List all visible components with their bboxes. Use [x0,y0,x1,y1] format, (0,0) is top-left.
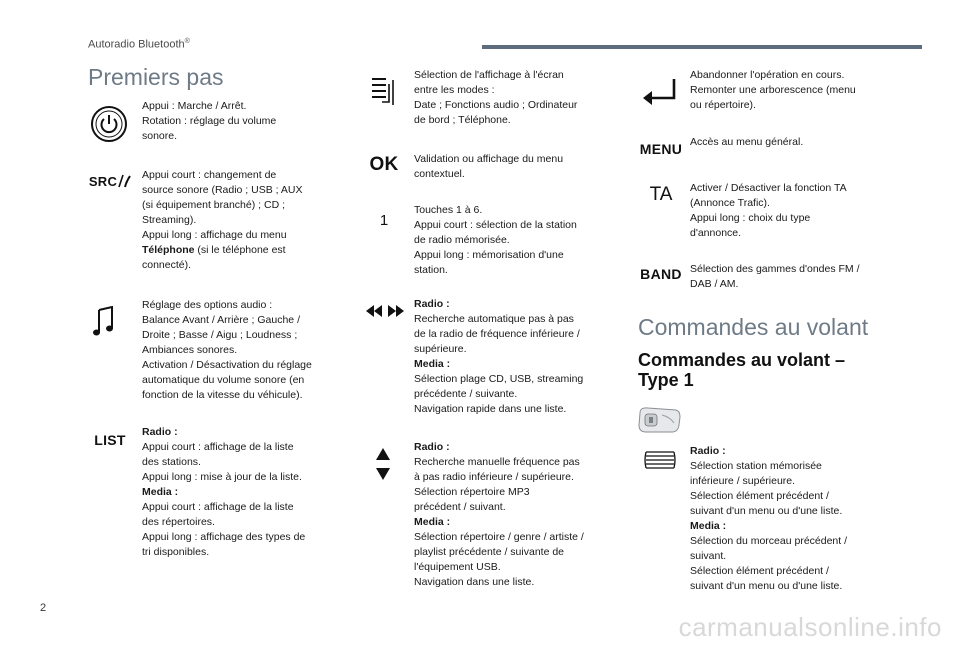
menu-icon: MENU [639,141,683,157]
page-number: 2 [40,602,47,614]
watermark: carmanualsonline.info [678,612,942,642]
src-description: Appui court : changement de source sonore (Radio ; USB ; AUX (si équipement branché) ; CD ; Streaming). Appui long : affichage du menu Téléphone (si le téléphone est connecté). [142,169,303,271]
ok-icon: OK [369,154,399,175]
running-header: Autoradio Bluetooth® [88,38,190,51]
steering-control-icon [636,405,682,435]
power-icon [90,105,128,143]
preset-1-icon: 1 [379,211,389,229]
list-description: Radio : Appui court : affichage de la liste des stations. Appui long : mise à jour de la liste. Media : Appui court : affichage de la liste des répertoires. Appui long : affichage des types de tri disponibles. [142,426,306,558]
list-icon: LIST [94,432,126,448]
ok-description: Validation ou affichage du menu contextuel. [414,153,564,180]
seek-description: Radio : Recherche automatique pas à pas de la radio de fréquence inférieure / supérieure. Media : Sélection plage CD, USB, streaming précédente / suivante. Navigation rapide dans une liste. [414,298,584,415]
back-arrow-icon [640,76,680,106]
phone-slash-icon [117,173,131,189]
menu-description: Accès au menu général. [690,136,804,148]
audio-settings-description: Réglage des options audio : Balance Avant / Arrière ; Gauche / Droite ; Basse / Aigu ; Loudness ; Ambiances sonores. Activation / Désactivation du réglage automatique du volume sonore (en fonction de la vitesse du véhicule). [142,299,312,401]
music-note-icon [92,306,116,338]
band-description: Sélection des gammes d'ondes FM / DAB / AM. [690,263,860,290]
ta-description: Activer / Désactiver la fonction TA (Annonce Trafic). Appui long : choix du type d'annonce. [690,182,847,239]
header-bar [482,45,922,49]
back-description: Abandonner l'opération en cours. Remonter une arborescence (menu ou répertoire). [690,69,856,111]
display-select-description: Sélection de l'affichage à l'écran entre les modes : Date ; Fonctions audio ; Ordinateur de bord ; Téléphone. [414,69,578,126]
presets-description: Touches 1 à 6. Appui court : sélection de la station de radio mémorisée. Appui long : mémorisation d'une station. [414,204,577,276]
ta-icon: TA [649,184,673,205]
section-title-commandes-au-volant: Commandes au volant [638,314,869,340]
manual-search-description: Radio : Recherche manuelle fréquence pas à pas radio inférieure / supérieure. Sélection répertoire MP3 précédent / suivant. Media : Sélection répertoire / genre / artiste / playlist précédente / suivante de l'équipement USB. Navigation dans une liste. [414,441,584,588]
thumbwheel-description: Radio : Sélection station mémorisée inférieure / supérieure. Sélection élément précédent / suivant d'un menu ou d'une liste. Media : Sélection du morceau précédent / suivant. Sélection élément précédent / suivant d'un menu ou d'une liste. [690,445,848,592]
band-icon: BAND [640,266,682,282]
seek-arrows-icon [364,303,406,319]
section-title-premiers-pas: Premiers pas [88,64,224,90]
thumbwheel-icon [644,450,676,472]
src-icon: SRC [86,172,134,190]
display-select-icon [370,76,396,106]
subsection-title-type-1: Commandes au volant – Type 1 [638,350,846,390]
up-down-arrows-icon [374,446,392,482]
power-description: Appui : Marche / Arrêt. Rotation : réglage du volume sonore. [142,100,277,142]
